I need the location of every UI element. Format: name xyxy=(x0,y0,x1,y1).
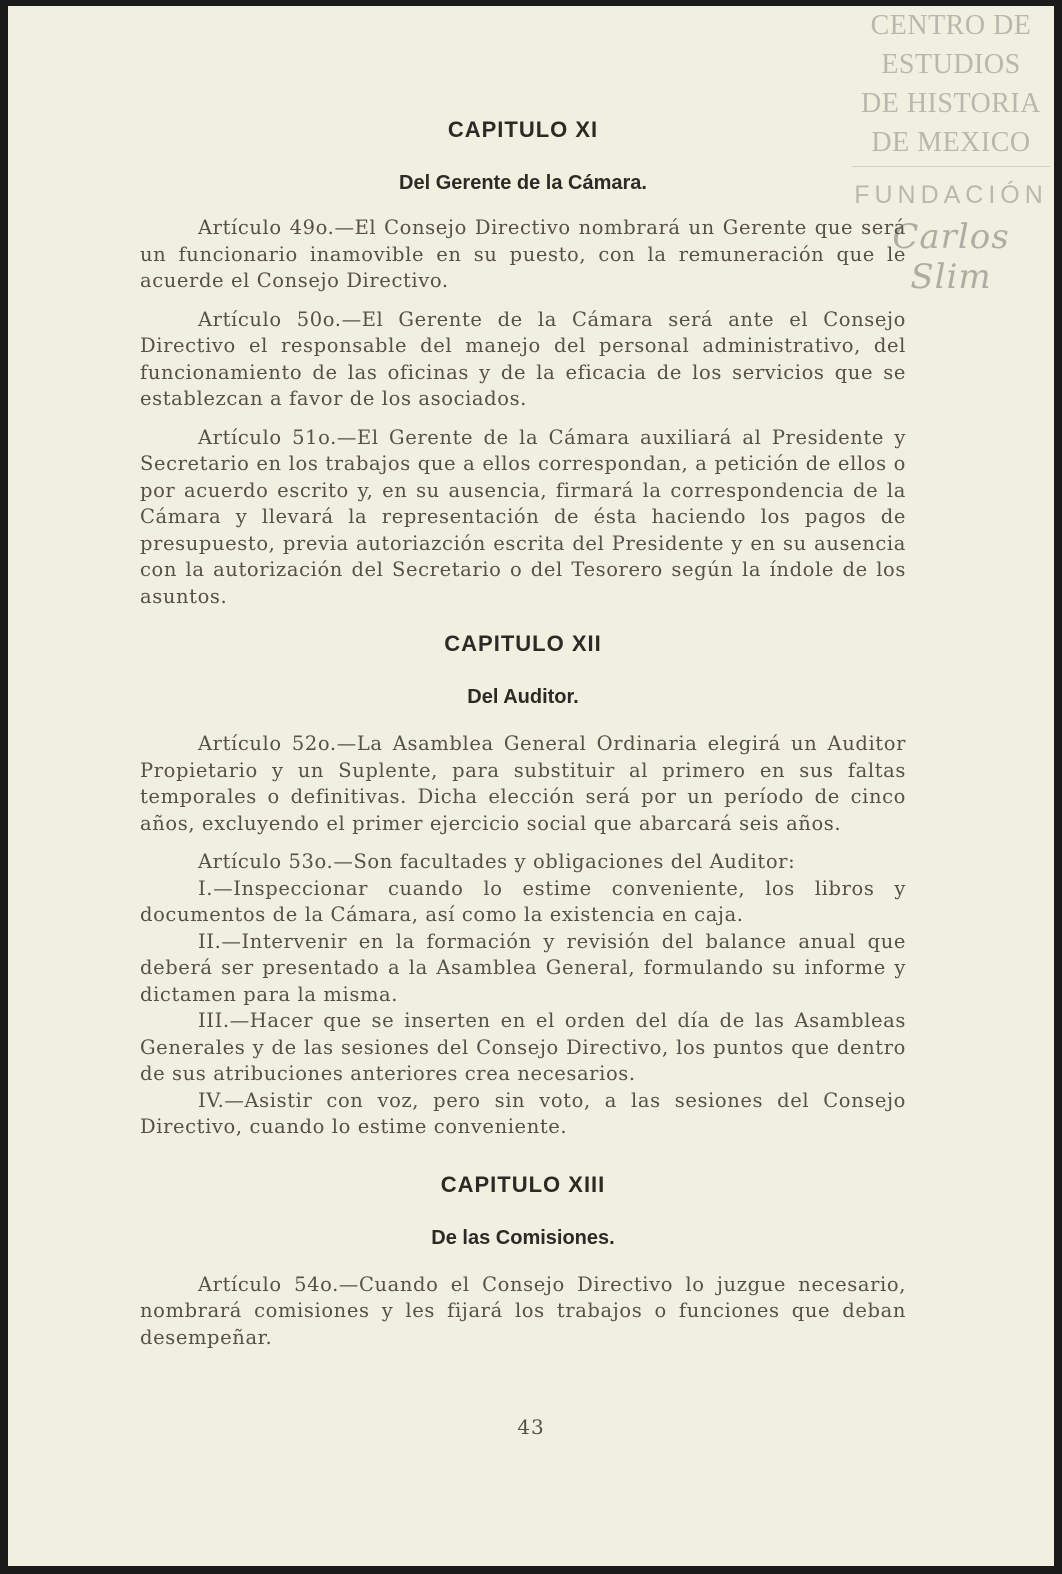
chapter-subtitle: De las Comisiones. xyxy=(431,1226,615,1249)
watermark-line: CENTRO DE xyxy=(870,10,1032,41)
page-number: 43 xyxy=(517,1415,545,1439)
list-item: IV.—Asistir con voz, pero sin voto, a las sesiones del Consejo Directivo, cuando lo estime conveniente. xyxy=(140,1088,906,1138)
watermark-line: DE MEXICO xyxy=(871,127,1031,158)
list-item: I.—Inspeccionar cuando lo estime conveniente, los libros y documentos de la Cámara, así como la existencia en caja. xyxy=(140,876,906,926)
chapter-heading: CAPITULO XIII xyxy=(440,1171,606,1197)
chapter-heading: CAPITULO XII xyxy=(444,631,602,656)
article-paragraph: Artículo 52o.—La Asamblea General Ordinaria elegirá un Auditor Propietario y un Suplente, para substituir al primero en sus faltas temporales o definitivas. Dicha elección será por un período de cinco años, excluyendo el primer ejercicio social que abarcará seis años. xyxy=(140,732,906,835)
watermark-signature: Carlos Slim xyxy=(892,217,1010,297)
article-paragraph: Artículo 51o.—El Gerente de la Cámara auxiliará al Presidente y Secretario en los trabajos que a ellos correspondan, a petición de ellos o por acuerdo escrito y, en su ausencia, firmará la correspondencia de la Cámara y llevará la representación de ésta haciendo los pagos de presupuesto, previa autoriazción escrita del Presidente y en su ausencia con la autorización del Secretario o del Tesorero según la índole de los asuntos. xyxy=(140,425,906,608)
article-paragraph: Artículo 49o.—El Consejo Directivo nombrará un Gerente que será un funcionario inamovible en su puesto, con la remuneración que le acuerde el Consejo Directivo. xyxy=(140,216,906,292)
list-item: II.—Intervenir en la formación y revisión del balance anual que deberá ser presentado a la Asamblea General, formulando su informe y dictamen para la misma. xyxy=(140,929,906,1006)
article-paragraph: Artículo 54o.—Cuando el Consejo Directivo lo juzgue necesario, nombrará comisiones y les fijará los trabajos o funciones que deban desempeñar. xyxy=(140,1272,906,1349)
document-page xyxy=(8,6,1054,1566)
article-paragraph: Artículo 53o.—Son facultades y obligaciones del Auditor: xyxy=(198,850,796,873)
list-item: III.—Hacer que se inserten en el orden del día de las Asambleas Generales y de las sesiones del Consejo Directivo, los puntos que dentro de sus atribuciones anteriores crea necesarios. xyxy=(140,1009,906,1085)
chapter-heading: CAPITULO XI xyxy=(447,117,599,142)
chapter-subtitle: Del Gerente de la Cámara. xyxy=(399,172,647,194)
article-paragraph: Artículo 50o.—El Gerente de la Cámara será ante el Consejo Directivo el responsable del manejo del personal administrativo, del funcionamiento de las oficinas y de la eficacia de los servicios que se establezcan a favor de los asociados. xyxy=(140,307,906,410)
watermark-foundation: FUNDACIÓN xyxy=(854,181,1048,209)
watermark-line: DE HISTORIA xyxy=(861,88,1041,119)
page-content xyxy=(140,116,906,1363)
watermark-line: ESTUDIOS xyxy=(881,49,1021,80)
chapter-subtitle: Del Auditor. xyxy=(467,686,579,708)
